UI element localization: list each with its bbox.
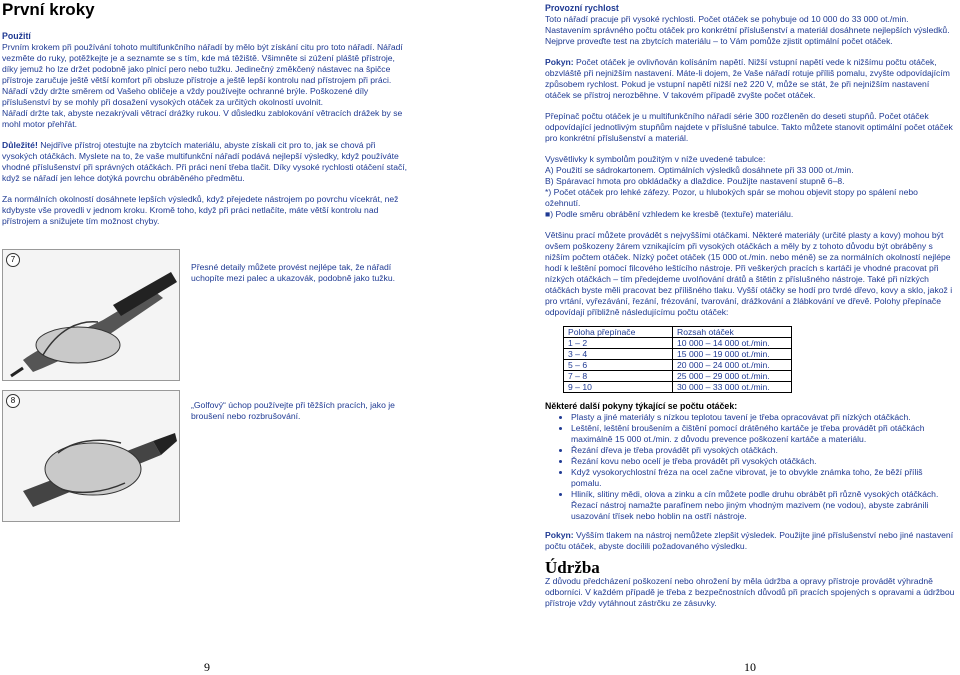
- right-column: [545, 3, 955, 609]
- legend-title: Vysvětlivky k symbolům použitým v níže uvedené tabulce:: [545, 154, 766, 164]
- table-row: [564, 371, 792, 382]
- notes-list: [545, 412, 955, 522]
- important-label: Důležité!: [2, 140, 38, 150]
- speed-table-header-range: Rozsah otáček: [673, 327, 792, 338]
- figure-7-caption: Přesné detaily můžete provést nejlépe tak, že nářadí uchopíte mezi palec a ukazovák, podobně jako tužku.: [191, 262, 395, 283]
- speed-table-header-position: Poloha přepínače: [564, 327, 673, 338]
- left-column: [2, 31, 412, 227]
- list-item: • Plasty a jiné materiály s nízkou teplotou tavení je třeba opracovávat při nízkých otáčkách.: [571, 412, 955, 423]
- list-item: • Když vysokorychlostní fréza na ocel začne vibrovat, je to obvykle známka toho, že běží příliš pomalu.: [571, 467, 955, 489]
- page-title: První kroky: [2, 0, 95, 19]
- usage-heading: Použití: [2, 31, 31, 41]
- note-label: Pokyn:: [545, 530, 574, 540]
- table-cell: 25 000 – 29 000 ot./min.: [673, 371, 792, 382]
- speed-table-header: [564, 327, 792, 338]
- table-cell: 7 – 8: [564, 371, 673, 382]
- speed-heading: Provozní rychlost: [545, 3, 619, 13]
- figure-8-number: 8: [6, 394, 20, 408]
- table-row: [564, 349, 792, 360]
- table-cell: 15 000 – 19 000 ot./min.: [673, 349, 792, 360]
- list-item: • Hliník, slitiny mědi, olova a zinku a cín můžete podle druhu obrábět při různě vysokých otáčkách. Řezací nástroj namažte parafínem nebo jiným vhodným mazivem (ne vodou), abyste zabránili usazování třísek nebo hoblin na ostří nástroje.: [571, 489, 955, 522]
- table-cell: 5 – 6: [564, 360, 673, 371]
- note-text: Vyšším tlakem na nástroj nemůžete zlepšit výsledek. Použijte jiné příslušenství nebo jiné nastavení počtu otáček, abyste docílili požadovaného výsledku.: [545, 530, 954, 551]
- table-cell: 10 000 – 14 000 ot./min.: [673, 338, 792, 349]
- table-cell: 20 000 – 24 000 ot./min.: [673, 360, 792, 371]
- figure-8-image: [2, 390, 180, 522]
- list-item: • Leštění, leštění broušením a čištění pomocí drátěného kartáče je třeba provádět při otáčkách maximálně 15 000 ot./min. z důvodu prevence poškození kartáče a materiálu.: [571, 423, 955, 445]
- important-text: Nejdříve přístroj otestujte na zbytcích materiálu, abyste získali cit pro to, jak se chová při vysokých otáčkách. Myslete na to, že vaše multifunkční nářadí podává nejlepší výsledky, když používáte vhodné příslušenství při správných otáčkách. Při práci není třeba tlačit. Díky vysoké rychlosti otáčení stačí, když se nářadí jen lehce dotýká povrchu obráběného předmětu.: [2, 140, 408, 183]
- pressure-note: [545, 530, 955, 552]
- important-paragraph: [2, 140, 412, 184]
- list-item: • Řezání kovu nebo ocelí je třeba provádět při vysokých otáčkách.: [571, 456, 955, 467]
- speed-table: [563, 326, 792, 393]
- figure-8-caption: „Golfový“ úchop používejte při těžších pracích, jako je broušení nebo rozbrušování.: [191, 400, 395, 421]
- figure-7-image: [2, 249, 180, 381]
- table-cell: 9 – 10: [564, 382, 673, 393]
- figure-7-number: 7: [6, 253, 20, 267]
- tool-golf-grip-illustration: [3, 391, 179, 521]
- legend-item-d: ■) Podle směru obrábění vzhledem ke kresbě (textuře) materiálu.: [545, 209, 794, 219]
- note-label: Pokyn:: [545, 57, 574, 67]
- table-row: [564, 360, 792, 371]
- materials-paragraph: Většinu prací můžete provádět s nejvyššími otáčkami. Některé materiály (určité plasty a kovy) mohou být ovšem poškozeny žárem vznikajícím při vysokých otáčkách a měly by z tohoto důvodu být obráběny s nižším počtem otáček. Nízký počet otáček (15 000 ot./min. nebo méně) se za normálních okolností nejlépe hodí k leštění pomocí filcového leštícího nástroje. Při veškerých pracích s kartáči je vhodné pracovat při nízkých otáčkách – tím předejdeme uvolňování drátů a štětin z příslušného nástroje. Také při nízkých otáčkách byste měli pracovat bez přílišného tlaku. Vyšší otáčky se hodí pro tvrdé dřevo, kovy a sklo, jakož i pro vrtání, vyřezávání, řezání, frézování, tvarování, drážkování a žlábkování ve dřevě. Polohy přepínače odpovídají příbližně následujícímu počtu otáček:: [545, 230, 953, 317]
- tool-pencil-grip-illustration: [3, 250, 179, 380]
- legend-item-a: A) Použití se sádrokartonem. Optimálních výsledků dosáhnete při 33 000 ot./min.: [545, 165, 854, 175]
- speed-paragraph: Toto nářadí pracuje při vysoké rychlosti. Počet otáček se pohybuje od 10 000 do 33 000 ot./min. Nastavením správného počtu otáček pro konkrétní příslušenství a materiál dosáhnete nejlepších výsledků. Nejprve proveďte test na zbytcích materiálu – to Vám pomůže zjistit optimální počet otáček.: [545, 14, 950, 46]
- maintenance-paragraph: Z důvodu předcházení poškození nebo ohrožení by měla údržba a opravy přístroje provádět výhradně odborníci. V každém případě je třeba z bezpečnostních důvodů při pracích spojených s opravami a údržbou přístroje vždy vytáhnout zástrčku ze zásuvky.: [545, 576, 955, 608]
- usage-paragraph: Prvním krokem při používání tohoto multifunkčního nářadí by mělo být získání citu pro toto nářadí. Nářadí vezměte do ruky, potěžkejte je a seznamte se s tím, kde má těžiště. Všimněte si zúžení pláště přístroje, díky jemuž ho lze držet podobně jako plnicí pero nebo tužku. Jedinečný změkčený nástavec na špičce přístroje zaručuje ještě větší komfort při obsluze přístroje a ještě lepší kontrolu nad přístrojem při práci. Nářadí vždy držte směrem od Vašeho obličeje a vždy používejte ochranné brýle. Poškozené díly příslušenství by se mohly při dosažení vysokých otáček za určitých okolností uvolnit.: [2, 42, 403, 107]
- table-row: [564, 338, 792, 349]
- switch-paragraph: Přepínač počtu otáček je u multifunkčního nářadí série 300 rozčleněn do deseti stupňů. Počet otáček odpovídající jednotlivým stupňům najdete v příslušné tabulce. Takto můžete stanovit optimální počet otáček pro konkrétní příslušenství a materiál.: [545, 111, 953, 143]
- note-text: Počet otáček je ovlivňován kolísáním napětí. Nižší vstupní napětí vede k nižšímu počtu otáček, obzvláště při nejnižším nastavení. Máte-li dojem, že Vaše nářadí rotuje příliš pomalu, zvyšte odpovídajícím způsobem rychlost. Pokud je vstupní napětí nižší než 220 V, může se stát, že při nejnižším nastavení otáček se přístroj nerozběhne. V takovém případě zvyšte počet otáček.: [545, 57, 950, 100]
- table-cell: 1 – 2: [564, 338, 673, 349]
- table-cell: 30 000 – 33 000 ot./min.: [673, 382, 792, 393]
- legend-item-b: B) Spáravací hmota pro obkládačky a dlaždice. Použijte nastavení stupně 6–8.: [545, 176, 845, 186]
- notes-heading: Některé další pokyny týkající se počtu otáček:: [545, 401, 738, 411]
- table-row: [564, 382, 792, 393]
- maintenance-title: Údržba: [545, 558, 600, 577]
- page-number-left: 9: [204, 660, 210, 674]
- list-item: • Řezání dřeva je třeba provádět při vysokých otáčkách.: [571, 445, 955, 456]
- legend-item-c: *) Počet otáček pro lehké záfezy. Pozor, u hlubokých spár se mohou objevit stopy po spálení nebo ožehnutí.: [545, 187, 918, 208]
- passes-paragraph: Za normálních okolností dosáhnete lepších výsledků, když přejedete nástrojem po povrchu vícekrát, než kdybyste vše provedli v jednom kroku. Kromě toho, když při práci netlačíte, máte větší kontrolu nad přístrojem a snižujete tím možnost chyby.: [2, 194, 399, 226]
- table-cell: 3 – 4: [564, 349, 673, 360]
- voltage-note: [545, 57, 955, 101]
- page-number-right: 10: [744, 660, 756, 674]
- vent-paragraph: Nářadí držte tak, abyste nezakrývali větrací drážky rukou. V důsledku zablokování větracích drážek by se mohl motor přehřát.: [2, 108, 403, 129]
